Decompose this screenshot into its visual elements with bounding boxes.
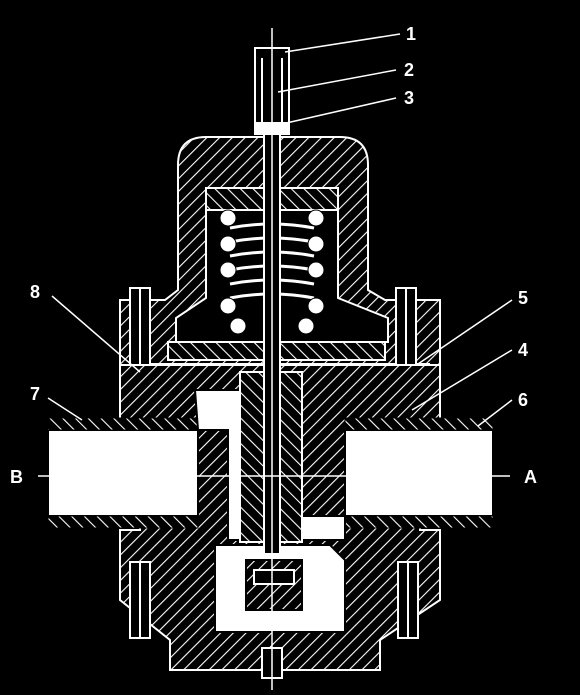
port-label-outlet: B [10, 467, 23, 487]
callout-3: 3 [404, 88, 415, 108]
callout-6: 6 [518, 390, 529, 410]
bolt-right-lower [398, 562, 418, 638]
seat-insert [254, 570, 294, 584]
callout-5: 5 [518, 288, 529, 308]
outlet-pipe [48, 418, 198, 528]
callout-8: 8 [30, 282, 41, 302]
port-label-inlet: A [524, 467, 537, 487]
callout-4: 4 [518, 340, 529, 360]
callout-2: 2 [404, 60, 415, 80]
callout-1: 1 [406, 24, 417, 44]
inlet-pipe [345, 418, 493, 528]
bolt-left-lower [130, 562, 150, 638]
callout-7: 7 [30, 384, 41, 404]
